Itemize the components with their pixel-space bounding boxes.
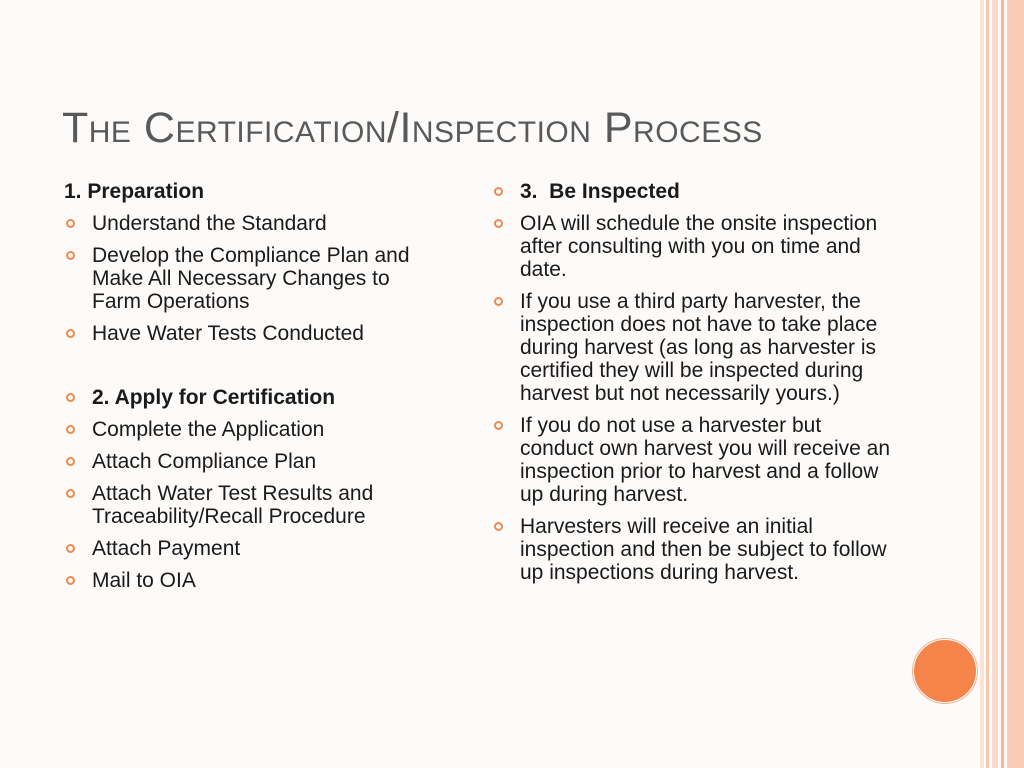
decorative-circle — [913, 639, 977, 703]
list-item-text: 1. Preparation — [64, 180, 205, 203]
bullet-icon — [494, 421, 503, 430]
decorative-side-stripes — [980, 0, 1024, 768]
list-item-text: If you use a third party harvester, the inspection does not have to take place during harvest (as long as harvester is certified they will be inspected during harvest but not necessarily yours.) — [520, 290, 878, 405]
stripe — [980, 0, 984, 768]
list-item — [64, 482, 434, 528]
stripe — [986, 0, 989, 768]
bullet-icon — [494, 297, 503, 306]
list-item-text: Attach Compliance Plan — [92, 450, 317, 473]
list-item — [64, 322, 434, 345]
stripe — [992, 0, 998, 768]
right-column-list — [492, 180, 892, 584]
bullet-icon — [66, 251, 75, 260]
list-item — [492, 290, 892, 405]
stripe — [1007, 0, 1024, 768]
list-item-text: Have Water Tests Conducted — [92, 322, 364, 345]
section-heading-apply — [64, 386, 434, 409]
list-item — [492, 414, 892, 506]
bullet-icon — [66, 425, 75, 434]
list-item-text: 3. Be Inspected — [520, 180, 680, 203]
list-item — [492, 515, 892, 584]
bullet-icon — [66, 489, 75, 498]
list-item — [64, 212, 434, 235]
list-item-text: If you do not use a harvester but conduct own harvest you will receive an inspection prior to harvest and a follow up during harvest. — [520, 414, 891, 506]
bullet-icon — [66, 329, 75, 338]
section-heading-be-inspected — [492, 180, 892, 203]
list-item-text: OIA will schedule the onsite inspection after consulting with you on time and date. — [520, 212, 878, 281]
list-item-text: Develop the Compliance Plan and Make All Necessary Changes to Farm Operations — [92, 244, 410, 313]
list-item-text: Mail to OIA — [92, 569, 196, 592]
list-item-text: Understand the Standard — [92, 212, 327, 235]
bullet-icon — [66, 393, 75, 402]
list-item-text: Harvesters will receive an initial inspection and then be subject to follow up inspections during harvest. — [520, 515, 887, 584]
stripe — [1001, 0, 1004, 768]
list-item-text: Attach Payment — [92, 537, 241, 560]
bullet-icon — [494, 219, 503, 228]
section-heading-preparation — [64, 180, 434, 203]
list-item — [64, 450, 434, 473]
bullet-icon — [66, 219, 75, 228]
list-item — [64, 244, 434, 313]
slide-title: The Certification/Inspection Process — [62, 104, 763, 152]
bullet-icon — [66, 544, 75, 553]
bullet-icon — [66, 457, 75, 466]
bullet-icon — [494, 187, 503, 196]
list-item-text: Complete the Application — [92, 418, 325, 441]
list-item — [492, 212, 892, 281]
list-item-text: 2. Apply for Certification — [92, 386, 336, 409]
left-column-list — [64, 180, 434, 592]
bullet-icon — [66, 576, 75, 585]
list-item — [64, 569, 434, 592]
bullet-icon — [494, 522, 503, 531]
list-item — [64, 537, 434, 560]
list-item-text: Attach Water Test Results and Traceability/Recall Procedure — [92, 482, 374, 528]
list-item — [64, 418, 434, 441]
